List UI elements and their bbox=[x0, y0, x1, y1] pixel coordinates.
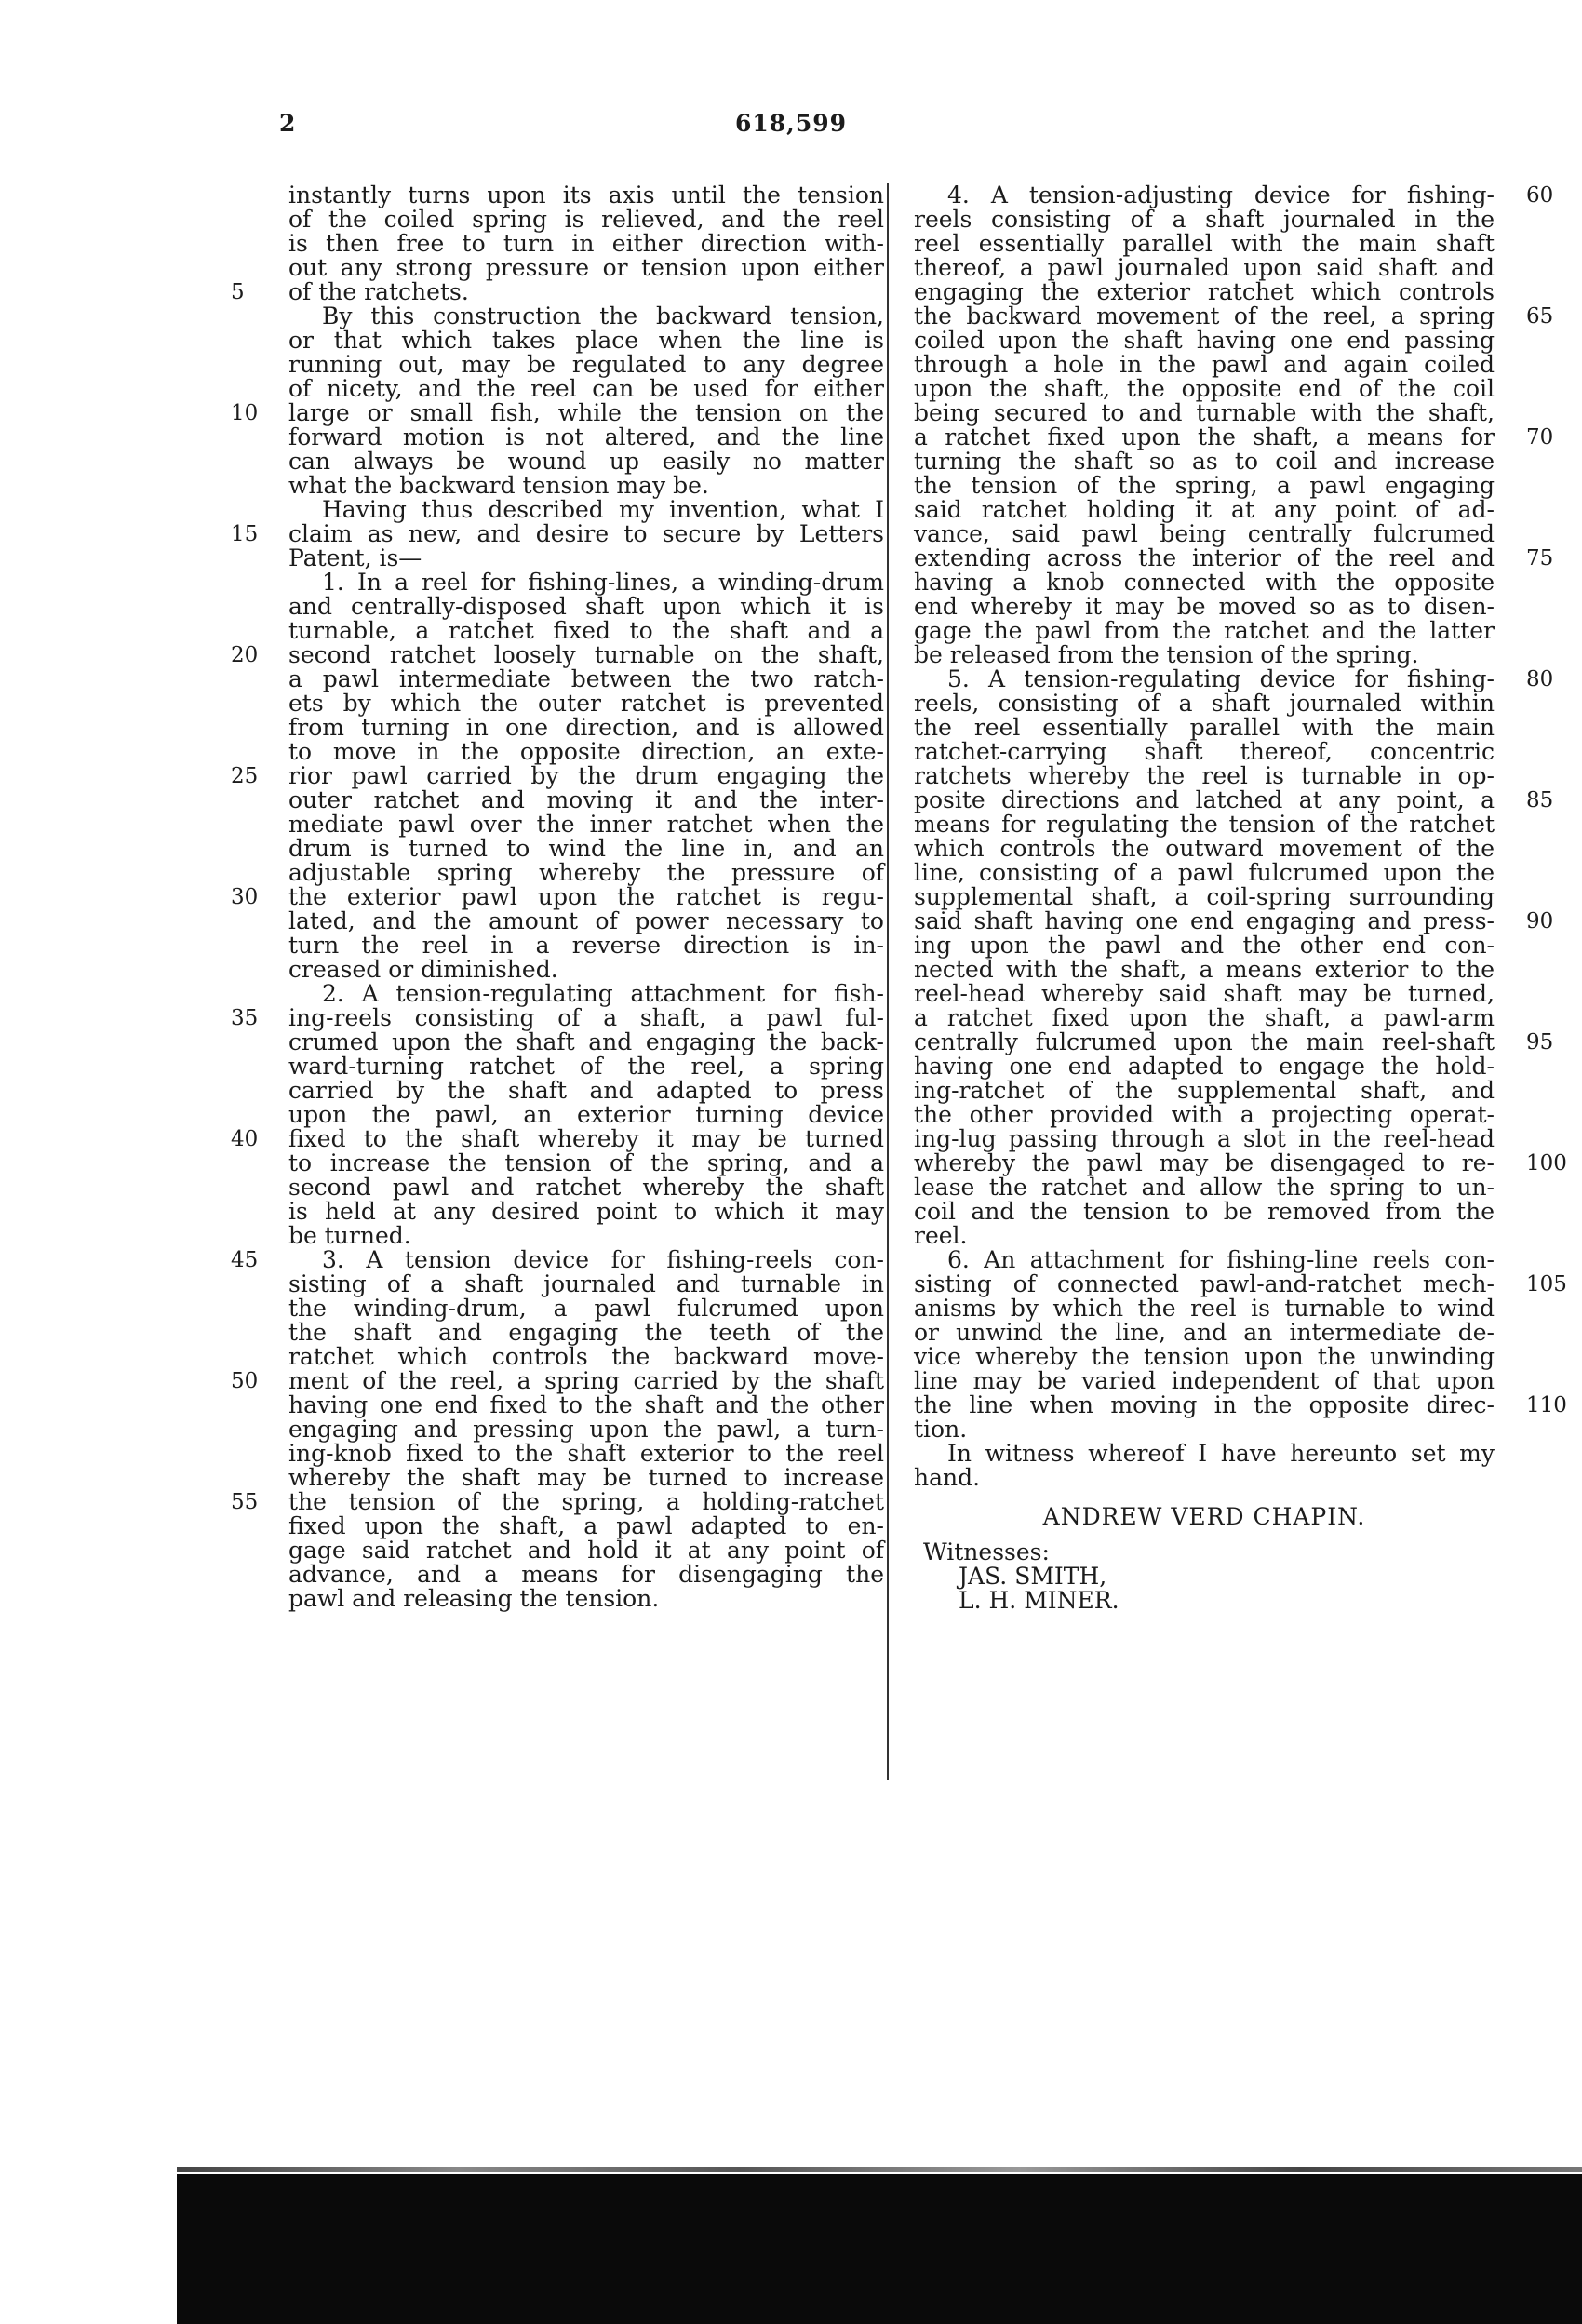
text-line: supplemental shaft, a coil-spring surrounding bbox=[914, 883, 1495, 910]
text-line: the other provided with a projecting operat- bbox=[914, 1101, 1495, 1128]
witness-name: JAS. SMITH, bbox=[959, 1563, 1107, 1590]
text-line: the exterior pawl upon the ratchet is regu- bbox=[288, 883, 884, 910]
line-number: 30 bbox=[231, 885, 259, 909]
text-line: nected with the shaft, a means exterior to the bbox=[914, 956, 1495, 983]
text-line: vance, said pawl being centrally fulcrumed bbox=[914, 520, 1495, 547]
text-line: In witness whereof I have hereunto set my bbox=[947, 1440, 1495, 1467]
text-line: to increase the tension of the spring, and a bbox=[288, 1149, 884, 1176]
text-line: can always be wound up easily no matter bbox=[288, 448, 884, 475]
text-line: to move in the opposite direction, an exte- bbox=[288, 738, 884, 765]
text-line: ing-lug passing through a slot in the reel-head bbox=[914, 1125, 1495, 1152]
text-line: having a knob connected with the opposite bbox=[914, 569, 1495, 596]
text-line: the winding-drum, a pawl fulcrumed upon bbox=[288, 1295, 884, 1322]
text-line: be released from the tension of the spring. bbox=[914, 641, 1419, 668]
text-line: drum is turned to wind the line in, and an bbox=[288, 835, 884, 862]
text-line: a ratchet fixed upon the shaft, a pawl-arm bbox=[914, 1004, 1495, 1031]
scan-black-border bbox=[177, 2174, 1582, 2324]
text-line: ratchet-carrying shaft thereof, concentric bbox=[914, 738, 1495, 765]
text-line: 5. A tension-regulating device for fishing- bbox=[947, 665, 1495, 692]
text-line: 2. A tension-regulating attachment for fish- bbox=[322, 980, 884, 1007]
line-number: 5 bbox=[231, 280, 245, 304]
line-number: 95 bbox=[1526, 1030, 1554, 1055]
line-number: 65 bbox=[1526, 304, 1554, 329]
text-line: rior pawl carried by the drum engaging the bbox=[288, 762, 884, 789]
line-number: 110 bbox=[1526, 1393, 1567, 1417]
text-line: reels, consisting of a shaft journaled within bbox=[914, 690, 1495, 717]
text-line: pawl and releasing the tension. bbox=[288, 1585, 660, 1612]
text-line: gage the pawl from the ratchet and the latter bbox=[914, 617, 1495, 644]
text-line: vice whereby the tension upon the unwinding bbox=[914, 1343, 1495, 1370]
text-line: ing-ratchet of the supplemental shaft, and bbox=[914, 1077, 1495, 1104]
text-line: 4. A tension-adjusting device for fishing- bbox=[947, 181, 1495, 208]
text-line: coiled upon the shaft having one end passing bbox=[914, 327, 1495, 354]
text-line: reels consisting of a shaft journaled in the bbox=[914, 206, 1495, 233]
text-line: turn the reel in a reverse direction is in- bbox=[288, 932, 884, 959]
text-line: from turning in one direction, and is allowed bbox=[288, 714, 884, 741]
line-number: 35 bbox=[231, 1006, 259, 1030]
line-number: 25 bbox=[231, 764, 259, 788]
text-line: which controls the outward movement of the bbox=[914, 835, 1495, 862]
patent-number: 618,599 bbox=[734, 110, 848, 137]
text-line: or unwind the line, and an intermediate de- bbox=[914, 1319, 1495, 1346]
text-line: a ratchet fixed upon the shaft, a means for bbox=[914, 423, 1495, 450]
text-line: upon the pawl, an exterior turning device bbox=[288, 1101, 884, 1128]
text-line: end whereby it may be moved so as to disen- bbox=[914, 593, 1495, 620]
text-line: ets by which the outer ratchet is prevented bbox=[288, 690, 884, 717]
text-line: claim as new, and desire to secure by Letters bbox=[288, 520, 884, 547]
text-line: reel-head whereby said shaft may be turned, bbox=[914, 980, 1495, 1007]
line-number: 75 bbox=[1526, 546, 1554, 571]
text-line: 6. An attachment for fishing-line reels con- bbox=[947, 1246, 1495, 1273]
text-line: Having thus described my invention, what I bbox=[322, 496, 884, 523]
text-line: of nicety, and the reel can be used for either bbox=[288, 375, 884, 402]
text-line: 3. A tension device for fishing-reels con- bbox=[322, 1246, 884, 1273]
inventor-signature: ANDREW VERD CHAPIN. bbox=[1042, 1503, 1366, 1530]
line-number: 20 bbox=[231, 643, 259, 667]
text-line: line, consisting of a pawl fulcrumed upon the bbox=[914, 859, 1495, 886]
text-line: Patent, is— bbox=[288, 544, 422, 571]
text-line: coil and the tension to be removed from the bbox=[914, 1198, 1495, 1225]
text-line: or that which takes place when the line is bbox=[288, 327, 884, 354]
text-line: be turned. bbox=[288, 1222, 411, 1249]
text-line: ing-knob fixed to the shaft exterior to the reel bbox=[288, 1440, 884, 1467]
text-line: the tension of the spring, a pawl engaging bbox=[914, 472, 1495, 499]
text-line: said ratchet holding it at any point of ad- bbox=[914, 496, 1495, 523]
text-line: mediate pawl over the inner ratchet when the bbox=[288, 811, 884, 838]
text-line: is then free to turn in either direction with- bbox=[288, 230, 884, 257]
line-number: 100 bbox=[1526, 1151, 1567, 1175]
line-number: 15 bbox=[231, 522, 259, 546]
text-line: of the ratchets. bbox=[288, 278, 469, 305]
text-line: upon the shaft, the opposite end of the coil bbox=[914, 375, 1495, 402]
scan-edge-noise bbox=[177, 2167, 1582, 2172]
text-line: the tension of the spring, a holding-ratchet bbox=[288, 1488, 884, 1515]
text-line: reel. bbox=[914, 1222, 968, 1249]
text-line: the reel essentially parallel with the main bbox=[914, 714, 1495, 741]
line-number: 45 bbox=[231, 1248, 259, 1272]
line-number: 60 bbox=[1526, 183, 1554, 208]
text-line: fixed to the shaft whereby it may be turned bbox=[288, 1125, 884, 1152]
text-line: sisting of a shaft journaled and turnable in bbox=[288, 1270, 884, 1297]
text-line: said shaft having one end engaging and press- bbox=[914, 907, 1495, 934]
text-line: ward-turning ratchet of the reel, a spring bbox=[288, 1053, 884, 1080]
text-line: out any strong pressure or tension upon either bbox=[288, 254, 884, 281]
text-line: turnable, a ratchet fixed to the shaft and a bbox=[288, 617, 884, 644]
text-line: posite directions and latched at any point, a bbox=[914, 786, 1495, 813]
line-number: 80 bbox=[1526, 667, 1554, 692]
right-column bbox=[914, 183, 1495, 1490]
text-line: creased or diminished. bbox=[288, 956, 558, 983]
text-line: the shaft and engaging the teeth of the bbox=[288, 1319, 884, 1346]
line-number: 10 bbox=[231, 401, 259, 425]
text-line: tion. bbox=[914, 1416, 968, 1443]
text-line: the line when moving in the opposite direc- bbox=[914, 1391, 1495, 1418]
column-rule bbox=[887, 183, 889, 1780]
text-line: hand. bbox=[914, 1464, 981, 1491]
text-line: extending across the interior of the reel and bbox=[914, 544, 1495, 571]
text-line: the backward movement of the reel, a spring bbox=[914, 302, 1495, 329]
text-line: second ratchet loosely turnable on the shaft, bbox=[288, 641, 884, 668]
line-number: 40 bbox=[231, 1127, 259, 1151]
line-number: 85 bbox=[1526, 788, 1554, 813]
text-line: carried by the shaft and adapted to press bbox=[288, 1077, 884, 1104]
text-line: and centrally-disposed shaft upon which it is bbox=[288, 593, 884, 620]
text-line: lated, and the amount of power necessary to bbox=[288, 907, 884, 934]
text-line: whereby the shaft may be turned to increase bbox=[288, 1464, 884, 1491]
text-line: ing-reels consisting of a shaft, a pawl ful- bbox=[288, 1004, 884, 1031]
text-line: outer ratchet and moving it and the inter- bbox=[288, 786, 884, 813]
text-line: ratchets whereby the reel is turnable in op- bbox=[914, 762, 1495, 789]
text-line: turning the shaft so as to coil and increase bbox=[914, 448, 1495, 475]
text-line: 1. In a reel for fishing-lines, a winding-drum bbox=[322, 569, 884, 596]
text-line: having one end adapted to engage the hold- bbox=[914, 1053, 1495, 1080]
text-line: ratchet which controls the backward move- bbox=[288, 1343, 884, 1370]
text-line: engaging the exterior ratchet which controls bbox=[914, 278, 1495, 305]
text-line: By this construction the backward tension, bbox=[322, 302, 884, 329]
text-line: is held at any desired point to which it may bbox=[288, 1198, 884, 1225]
text-line: ing upon the pawl and the other end con- bbox=[914, 932, 1495, 959]
line-number: 55 bbox=[231, 1490, 259, 1514]
text-line: fixed upon the shaft, a pawl adapted to en- bbox=[288, 1512, 884, 1539]
text-line: whereby the pawl may be disengaged to re- bbox=[914, 1149, 1495, 1176]
signature-block bbox=[914, 1494, 1495, 1613]
text-line: forward motion is not altered, and the line bbox=[288, 423, 884, 450]
text-line: instantly turns upon its axis until the tension bbox=[288, 181, 884, 208]
text-line: crumed upon the shaft and engaging the back- bbox=[288, 1028, 884, 1055]
text-line: through a hole in the pawl and again coiled bbox=[914, 351, 1495, 378]
text-line: large or small fish, while the tension on the bbox=[288, 399, 884, 426]
text-line: being secured to and turnable with the shaft, bbox=[914, 399, 1495, 426]
text-line: centrally fulcrumed upon the main reel-shaft bbox=[914, 1028, 1495, 1055]
left-column bbox=[288, 183, 884, 1611]
text-line: gage said ratchet and hold it at any point of bbox=[288, 1537, 884, 1564]
witnesses-label: Witnesses: bbox=[923, 1538, 1050, 1565]
line-number: 70 bbox=[1526, 425, 1554, 450]
text-line: sisting of connected pawl-and-ratchet mech- bbox=[914, 1270, 1495, 1297]
text-line: a pawl intermediate between the two ratch- bbox=[288, 665, 884, 692]
text-line: anisms by which the reel is turnable to wind bbox=[914, 1295, 1495, 1322]
text-line: having one end fixed to the shaft and the other bbox=[288, 1391, 884, 1418]
line-number: 90 bbox=[1526, 909, 1554, 934]
text-line: advance, and a means for disengaging the bbox=[288, 1561, 884, 1588]
text-line: line may be varied independent of that upon bbox=[914, 1367, 1495, 1394]
line-number: 50 bbox=[231, 1369, 259, 1393]
text-line: second pawl and ratchet whereby the shaft bbox=[288, 1174, 884, 1201]
page-number: 2 bbox=[279, 110, 296, 137]
text-line: adjustable spring whereby the pressure of bbox=[288, 859, 884, 886]
text-line: ment of the reel, a spring carried by the shaft bbox=[288, 1367, 884, 1394]
text-line: running out, may be regulated to any degree bbox=[288, 351, 884, 378]
text-line: lease the ratchet and allow the spring to un- bbox=[914, 1174, 1495, 1201]
text-line: means for regulating the tension of the ratchet bbox=[914, 811, 1495, 838]
text-line: what the backward tension may be. bbox=[288, 472, 709, 499]
text-line: thereof, a pawl journaled upon said shaft and bbox=[914, 254, 1495, 281]
text-line: engaging and pressing upon the pawl, a turn- bbox=[288, 1416, 884, 1443]
line-number: 105 bbox=[1526, 1272, 1567, 1296]
text-line: reel essentially parallel with the main shaft bbox=[914, 230, 1495, 257]
witness-name: L. H. MINER. bbox=[959, 1587, 1119, 1614]
text-line: of the coiled spring is relieved, and the reel bbox=[288, 206, 884, 233]
